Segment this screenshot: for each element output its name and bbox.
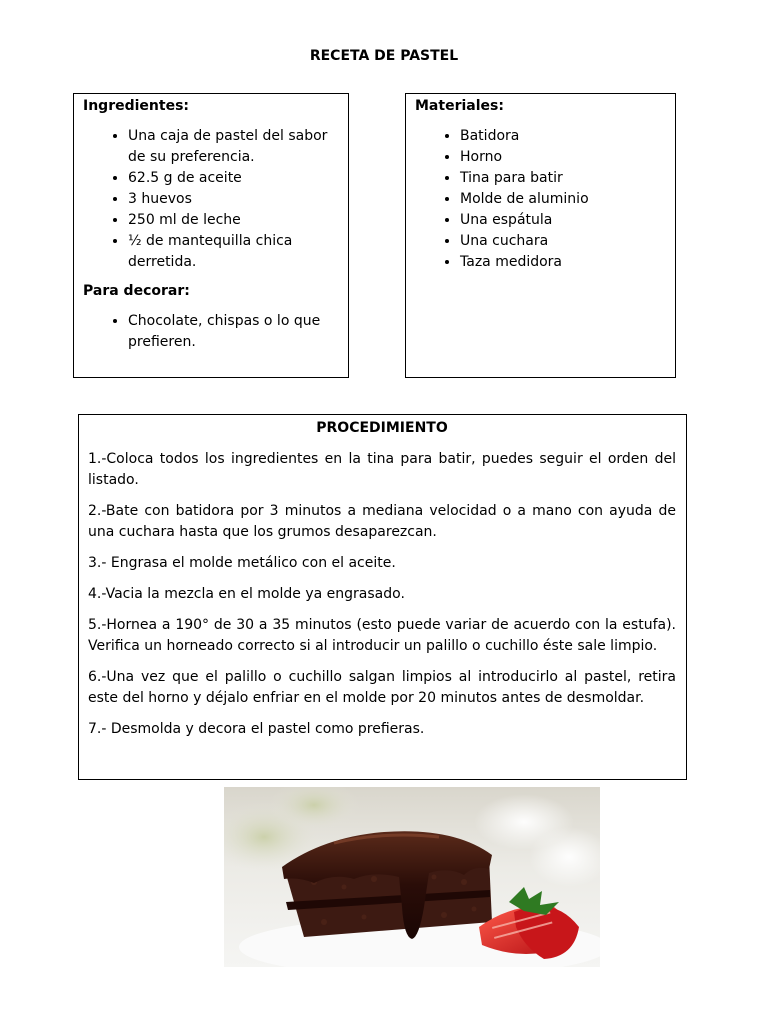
procedure-step: 7.- Desmolda y decora el pastel como prefieras.	[88, 721, 425, 737]
material-item: • Una espátula	[460, 210, 667, 231]
ingredient-item: • 62.5 g de aceite	[128, 168, 340, 189]
page-title: RECETA DE PASTEL	[309, 48, 459, 64]
procedure-step: 5.-Hornea a 190° de 30 a 35 minutos (esto puede variar de acuerdo con la estufa). Verifica un horneado correcto si al introducir un palillo o cuchillo éste sale limpio.	[88, 617, 676, 654]
procedure-step: 4.-Vacia la mezcla en el molde ya engrasado.	[88, 586, 405, 602]
material-item: • Tina para batir	[460, 168, 667, 189]
ingredients-heading: Ingredientes:	[83, 98, 189, 114]
procedure-step: 3.- Engrasa el molde metálico con el aceite.	[88, 555, 396, 571]
decorate-heading: Para decorar:	[83, 283, 190, 299]
materials-list	[415, 126, 667, 273]
ingredient-item: • Una caja de pastel del sabor de su preferencia.	[128, 126, 340, 168]
materials-heading: Materiales:	[415, 98, 504, 114]
ingredient-item: • 3 huevos	[128, 189, 340, 210]
material-item: • Taza medidora	[460, 252, 667, 273]
procedure-box	[78, 414, 687, 780]
cake-photo	[224, 787, 600, 967]
ingredients-list	[83, 126, 340, 273]
material-item: • Horno	[460, 147, 667, 168]
procedure-step: 6.-Una vez que el palillo o cuchillo salgan limpios al introducirlo al pastel, retira este del horno y déjalo enfriar en el molde por 20 minutos antes de desmoldar.	[88, 669, 676, 706]
material-item: • Una cuchara	[460, 231, 667, 252]
decorate-list	[83, 311, 340, 353]
materials-box	[405, 93, 676, 378]
material-item: • Batidora	[460, 126, 667, 147]
ingredient-item: • ½ de mantequilla chica derretida.	[128, 231, 340, 273]
ingredient-item: • 250 ml de leche	[128, 210, 340, 231]
ingredients-box	[73, 93, 349, 378]
procedure-heading: PROCEDIMIENTO	[316, 420, 448, 436]
decorate-item: • Chocolate, chispas o lo que prefieren.	[128, 311, 340, 353]
procedure-step: 1.-Coloca todos los ingredientes en la tina para batir, puedes seguir el orden del listado.	[88, 451, 676, 488]
procedure-step: 2.-Bate con batidora por 3 minutos a mediana velocidad o a mano con ayuda de una cuchara hasta que los grumos desaparezcan.	[88, 503, 676, 540]
material-item: • Molde de aluminio	[460, 189, 667, 210]
